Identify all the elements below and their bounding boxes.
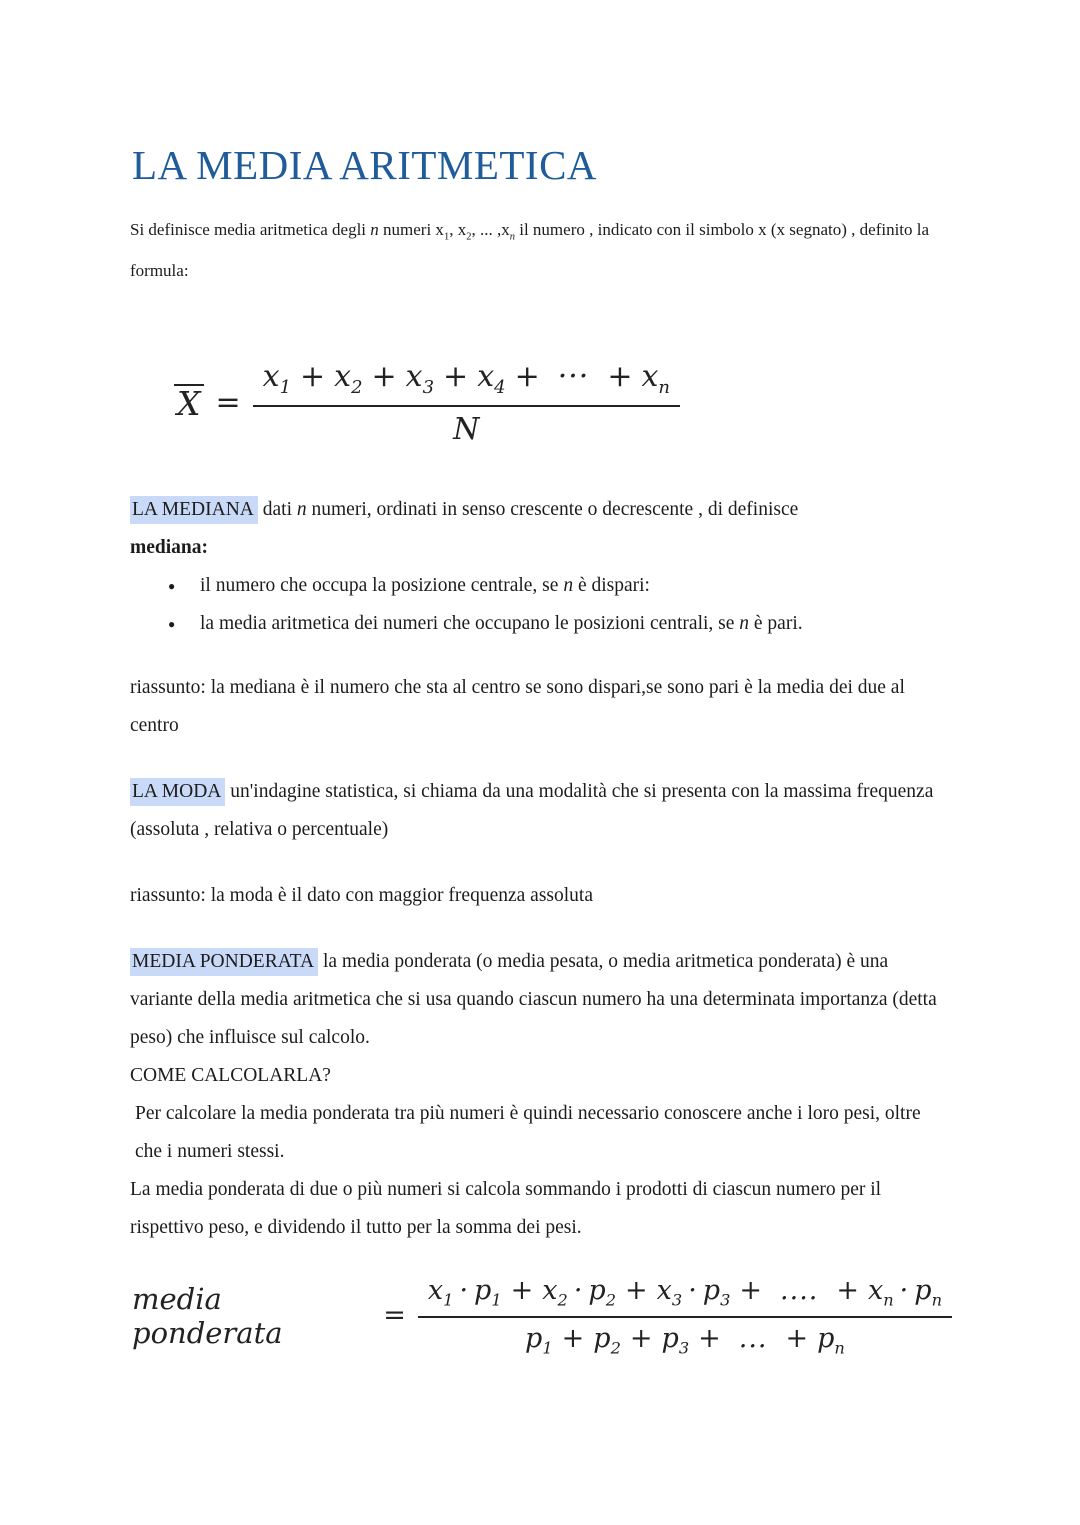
equals-sign: =: [215, 385, 241, 421]
formula-variable: $p_2$: [588, 1274, 617, 1309]
formula-operator: +: [371, 358, 397, 394]
x-bar-symbol: X: [174, 384, 204, 422]
ponderata-highlight-label: MEDIA PONDERATA: [130, 948, 318, 976]
equals-sign: =: [383, 1300, 406, 1332]
bullet-var-n: n: [563, 574, 574, 596]
mean-formula: [174, 359, 952, 447]
formula-operator: +: [785, 1322, 809, 1354]
fraction-numerator: [418, 1275, 952, 1318]
formula-variable: $x_2$: [542, 1274, 568, 1309]
intro-subscript: 2: [466, 231, 472, 243]
formula-variable: $p_n$: [914, 1274, 942, 1309]
formula-operator: ···: [557, 358, 590, 394]
formula-variable: $x_n$: [868, 1274, 894, 1309]
bullet-segment: è pari.: [749, 612, 803, 634]
mediana-var-n: n: [296, 498, 307, 520]
formula-variable: $p_1$: [525, 1322, 553, 1358]
mediana-text: dati: [257, 498, 297, 520]
fraction: [253, 359, 680, 447]
formula-operator: +: [443, 358, 469, 394]
intro-text: , ... ,x: [471, 220, 510, 240]
mediana-bullet-list: [130, 567, 952, 643]
bullet-icon: ●: [168, 578, 176, 593]
bullet-segment: il numero che occupa la posizione centrale, se: [200, 574, 564, 596]
formula-variable: $x_n$: [641, 358, 670, 398]
formula-operator: ·: [688, 1274, 697, 1306]
weighted-mean-formula: [132, 1275, 952, 1358]
intro-text: numeri x: [378, 220, 444, 240]
fraction-denominator: N: [453, 411, 480, 447]
formula-operator: +: [836, 1274, 859, 1306]
fraction: [418, 1275, 952, 1358]
formula-operator: +: [629, 1322, 653, 1354]
ponderata-section: [130, 943, 952, 1247]
intro-subscript-n: n: [509, 231, 515, 243]
formula-operator: +: [698, 1322, 721, 1354]
ponderata-paragraph: [130, 943, 952, 1057]
bullet-item: [130, 605, 952, 643]
bullet-var-n: n: [739, 612, 750, 634]
formula-operator: +: [739, 1274, 763, 1306]
bullet-text: [200, 567, 952, 605]
formula-operator: +: [607, 358, 633, 394]
bullet-item: [130, 567, 952, 605]
come-calcolarla-line: COME CALCOLARLA?: [130, 1064, 331, 1086]
intro-var-n: n: [370, 220, 379, 240]
moda-paragraph: [130, 773, 952, 849]
moda-summary: riassunto: la moda è il dato con maggior frequenza assoluta: [130, 884, 593, 906]
formula-variable: $x_3$: [405, 358, 435, 398]
bullet-text: [200, 605, 952, 643]
intro-paragraph: [130, 213, 952, 286]
bullet-segment: la media aritmetica dei numeri che occupano le posizioni centrali, se: [200, 612, 740, 634]
formula-variable: $p_3$: [661, 1322, 690, 1358]
moda-highlight-label: LA MODA: [130, 778, 225, 806]
mediana-bold-term: mediana:: [130, 536, 208, 558]
page-title: LA MEDIA ARITMETICA: [132, 142, 598, 188]
formula-variable: $p_1$: [474, 1274, 502, 1309]
formula-operator: +: [625, 1274, 648, 1306]
formula-operator: +: [300, 358, 326, 394]
formula-variable: $p_3$: [702, 1274, 731, 1309]
moda-text: un'indagine statistica, si chiama da una modalità che si presenta con la massima frequenza (assoluta , relativa o percentuale): [130, 780, 934, 840]
formula-variable: $x_4$: [477, 358, 506, 398]
intro-text: il numero , indicato con il simbolo x (x segnato) , definito la formula:: [130, 220, 930, 280]
formula-variable: $x_3$: [656, 1274, 683, 1309]
formula-variable: $x_1$: [262, 358, 292, 398]
weighted-formula-label: media ponderata: [132, 1281, 283, 1350]
ponderata-p1: Per calcolare la media ponderata tra più numeri è quindi necessario conoscere anche i loro pesi, oltre che i numeri stessi.: [135, 1102, 921, 1162]
formula-operator: ·: [899, 1274, 909, 1306]
mediana-text: numeri, ordinati in senso crescente o decrescente , di definisce: [306, 498, 799, 520]
mediana-highlight-label: LA MEDIANA: [130, 496, 258, 524]
bullet-icon: ●: [168, 616, 176, 631]
mediana-summary: riassunto: la mediana è il numero che sta al centro se sono dispari,se sono pari è la media dei due al centro: [130, 676, 905, 736]
formula-variable: $p_2$: [593, 1322, 621, 1358]
formula-operator: +: [514, 358, 540, 394]
fraction-numerator: [253, 359, 680, 407]
ponderata-text: la media ponderata (o media pesata, o media aritmetica ponderata) è una variante della media aritmetica che si usa quando ciascun numero ha una determinata importanza (detta peso) che influisce sul calcolo.: [130, 950, 937, 1048]
intro-text: Si definisce media aritmetica degli: [130, 220, 371, 240]
formula-operator: ....: [780, 1274, 819, 1306]
formula-operator: +: [510, 1274, 534, 1306]
bullet-segment: è dispari:: [573, 574, 650, 596]
formula-variable: $x_1$: [427, 1274, 454, 1309]
mediana-paragraph: [130, 491, 952, 567]
intro-subscript: 1: [443, 231, 450, 243]
intro-text: , x: [449, 220, 467, 240]
formula-variable: $p_n$: [817, 1322, 845, 1358]
formula-operator: ·: [573, 1274, 583, 1306]
formula-operator: ·: [459, 1274, 469, 1306]
fraction-denominator: [525, 1318, 845, 1357]
ponderata-p2: La media ponderata di due o più numeri si calcola sommando i prodotti di ciascun numero per il rispettivo peso, e dividendo il tutto per la somma dei pesi.: [130, 1178, 882, 1238]
formula-operator: +: [561, 1322, 585, 1354]
formula-variable: $x_2$: [334, 358, 363, 398]
formula-operator: ...: [738, 1322, 768, 1354]
